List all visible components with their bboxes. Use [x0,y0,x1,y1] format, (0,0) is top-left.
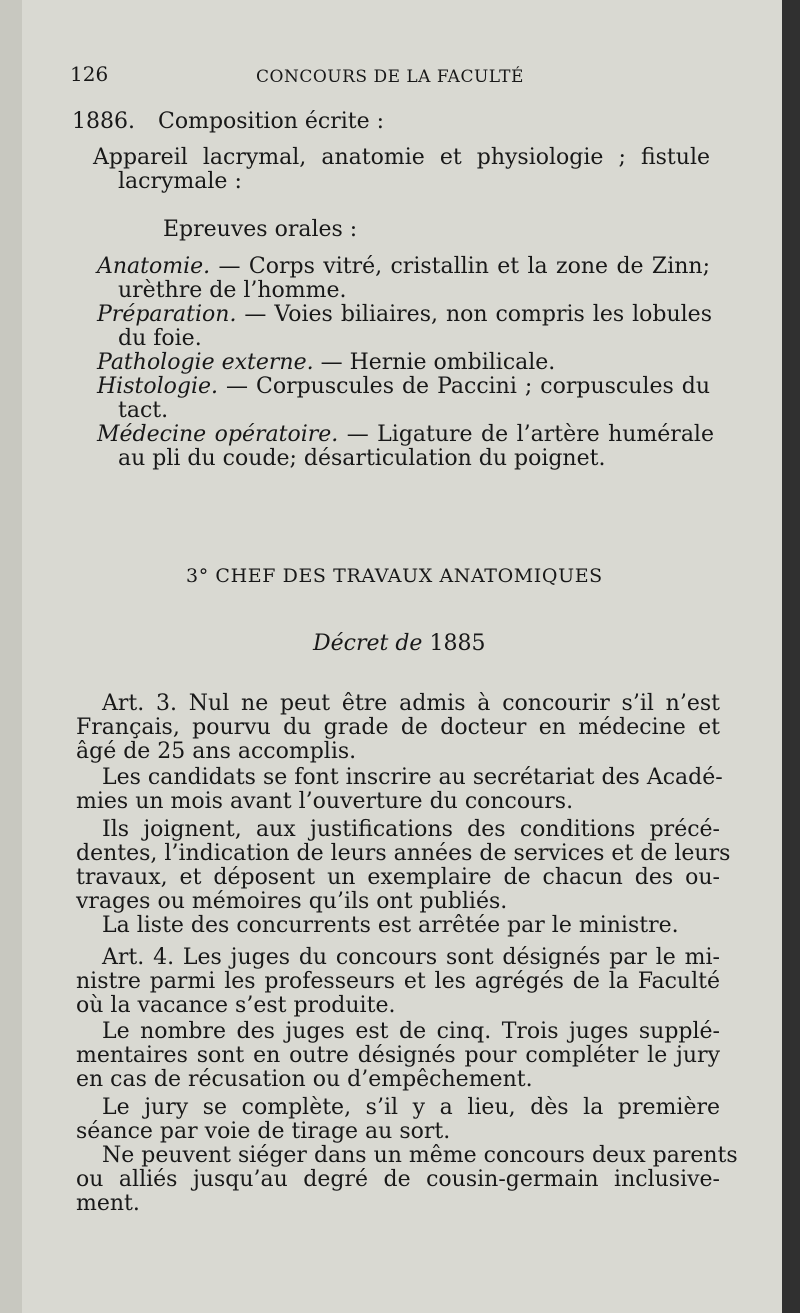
para3-line-2: dentes, l’indication de leurs années de services et de leurs [76,841,731,866]
oral-histologie-cont: tact. [118,398,169,423]
para8-line-1: Ne peuvent siéger dans un même concours deux parents [102,1143,738,1168]
exam-year: 1886. [72,109,135,134]
para7-line-1: Le jury se complète, s’il y a lieu, dès la première [102,1095,720,1120]
decree-label: Décret de [313,631,423,656]
term-anatomie: Anatomie. [97,254,211,279]
art4-line-2: nistre parmi les professeurs et les agrégés de la Faculté [76,969,720,994]
oral-medecine [97,423,714,447]
oral-exam-label: Epreuves orales : [163,217,358,242]
oral-pathologie [97,351,555,375]
art3-line-1: Art. 3. Nul ne peut être admis à concourir s’il n’est [102,691,720,716]
section-title: 3° CHEF DES TRAVAUX ANATOMIQUES [186,565,603,587]
oral-histologie [97,375,710,399]
oral-anatomie [97,255,710,279]
art4-line-3: où la vacance s’est produite. [76,993,396,1018]
para6-line-2: mentaires sont en outre désignés pour compléter le jury [76,1043,720,1068]
page-right-binding-shadow [782,0,800,1313]
para6-line-3: en cas de récusation ou d’empêchement. [76,1067,533,1092]
para2-line-1: Les candidats se font inscrire au secrétariat des Acadé- [102,765,723,790]
page-number: 126 [70,62,109,86]
preparation-text: — Voies biliaires, non compris les lobules [236,302,712,327]
oral-medecine-cont: au pli du coude; désarticulation du poignet. [118,446,606,471]
anatomie-text: — Corps vitré, cristallin et la zone de Zinn; [210,254,710,279]
histologie-text: — Corpuscules de Paccini ; corpuscules du [218,374,710,399]
term-preparation: Préparation. [97,302,237,327]
para8-line-2: ou alliés jusqu’au degré de cousin-germain inclusive- [76,1167,720,1192]
para3-line-3: travaux, et déposent un exemplaire de chacun des ou- [76,865,720,890]
oral-anatomie-cont: urèthre de l’homme. [118,278,347,303]
written-exam-label: Composition écrite : [158,109,385,134]
para7-line-2: séance par voie de tirage au sort. [76,1119,451,1144]
oral-preparation [97,303,712,327]
para6-line-1: Le nombre des juges est de cinq. Trois juges supplé- [102,1019,720,1044]
written-exam-text: Appareil lacrymal, anatomie et physiologie ; fistule [93,145,710,170]
para4-line-1: La liste des concurrents est arrêtée par le ministre. [102,913,679,938]
term-medecine: Médecine opératoire. [97,422,339,447]
para3-line-4: vrages ou mémoires qu’ils ont publiés. [76,889,508,914]
page-left-margin [0,0,22,1313]
art3-line-3: âgé de 25 ans accomplis. [76,739,357,764]
art4-line-1: Art. 4. Les juges du concours sont désignés par le mi- [102,945,720,970]
decree-subtitle [313,632,485,656]
para8-line-3: ment. [76,1191,140,1216]
pathologie-text: — Hernie ombilicale. [313,350,556,375]
medecine-text: — Ligature de l’artère humérale [338,422,714,447]
term-histologie: Histologie. [97,374,219,399]
art3-line-2: Français, pourvu du grade de docteur en médecine et [76,715,720,740]
para3-line-1: Ils joignent, aux justifications des conditions précé- [102,817,720,842]
para2-line-2: mies un mois avant l’ouverture du concours. [76,789,574,814]
written-exam-text-cont: lacrymale : [118,169,242,194]
term-pathologie: Pathologie externe. [97,350,314,375]
running-title: CONCOURS DE LA FACULTÉ [256,67,524,87]
oral-preparation-cont: du foie. [118,326,202,351]
decree-year: 1885 [422,631,486,656]
